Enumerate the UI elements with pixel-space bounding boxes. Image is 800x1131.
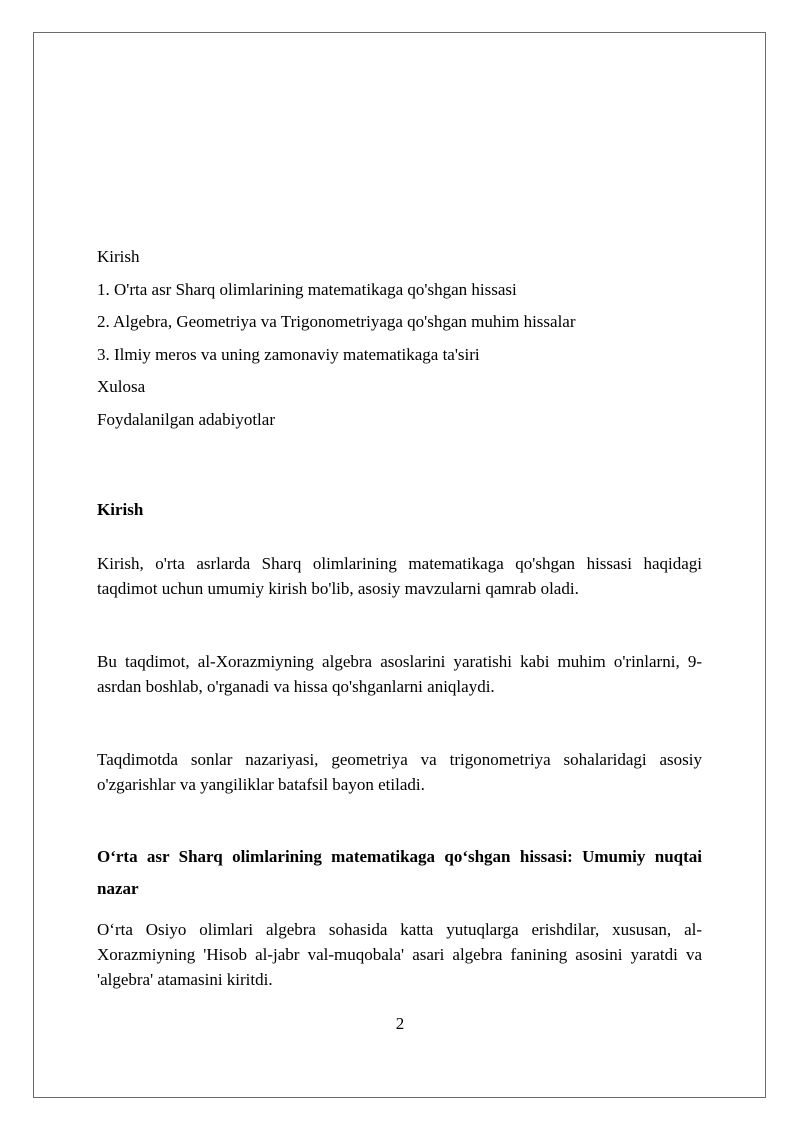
table-of-contents [97, 241, 702, 436]
intro-paragraph-3: Taqdimotda sonlar nazariyasi, geometriya va trigonometriya sohalaridagi asosiy o'zgarishlar va yangiliklar batafsil bayon etiladi. [97, 750, 702, 794]
toc-item-3: 3. Ilmiy meros va uning zamonaviy matematikaga ta'siri [97, 344, 480, 364]
overview-heading: O‘rta asr Sharq olimlarining matematikaga qo‘shgan hissasi: Umumiy nuqtai nazar [97, 847, 702, 898]
toc-item-intro: Kirish [97, 247, 140, 266]
toc-item-conclusion: Xulosa [97, 377, 146, 396]
toc-item-2: 2. Algebra, Geometriya va Trigonometriyaga qo'shgan muhim hissalar [97, 312, 576, 331]
toc-item-1: 1. O'rta asr Sharq olimlarining matematikaga qo'shgan hissasi [97, 279, 517, 299]
intro-heading: Kirish [97, 500, 144, 519]
overview-paragraph: O‘rta Osiyo olimlari algebra sohasida katta yutuqlarga erishdilar, xususan, al-Xorazmiyning 'Hisob al-jabr val-muqobala' asari algebra fanining asosini yaratdi va 'algebra' atamasini kiritdi. [97, 920, 702, 989]
intro-paragraph-2: Bu taqdimot, al-Xorazmiyning algebra asoslarini yaratishi kabi muhim o'rinlarni, 9-asrdan boshlab, o'rganadi va hissa qo'shganlarni aniqlaydi. [97, 652, 702, 696]
intro-paragraph-1: Kirish, o'rta asrlarda Sharq olimlarining matematikaga qo'shgan hissasi haqidagi taqdimot uchun umumiy kirish bo'lib, asosiy mavzularni qamrab oladi. [97, 554, 702, 598]
toc-item-references: Foydalanilgan adabiyotlar [97, 409, 275, 429]
page-number: 2 [395, 1014, 405, 1033]
